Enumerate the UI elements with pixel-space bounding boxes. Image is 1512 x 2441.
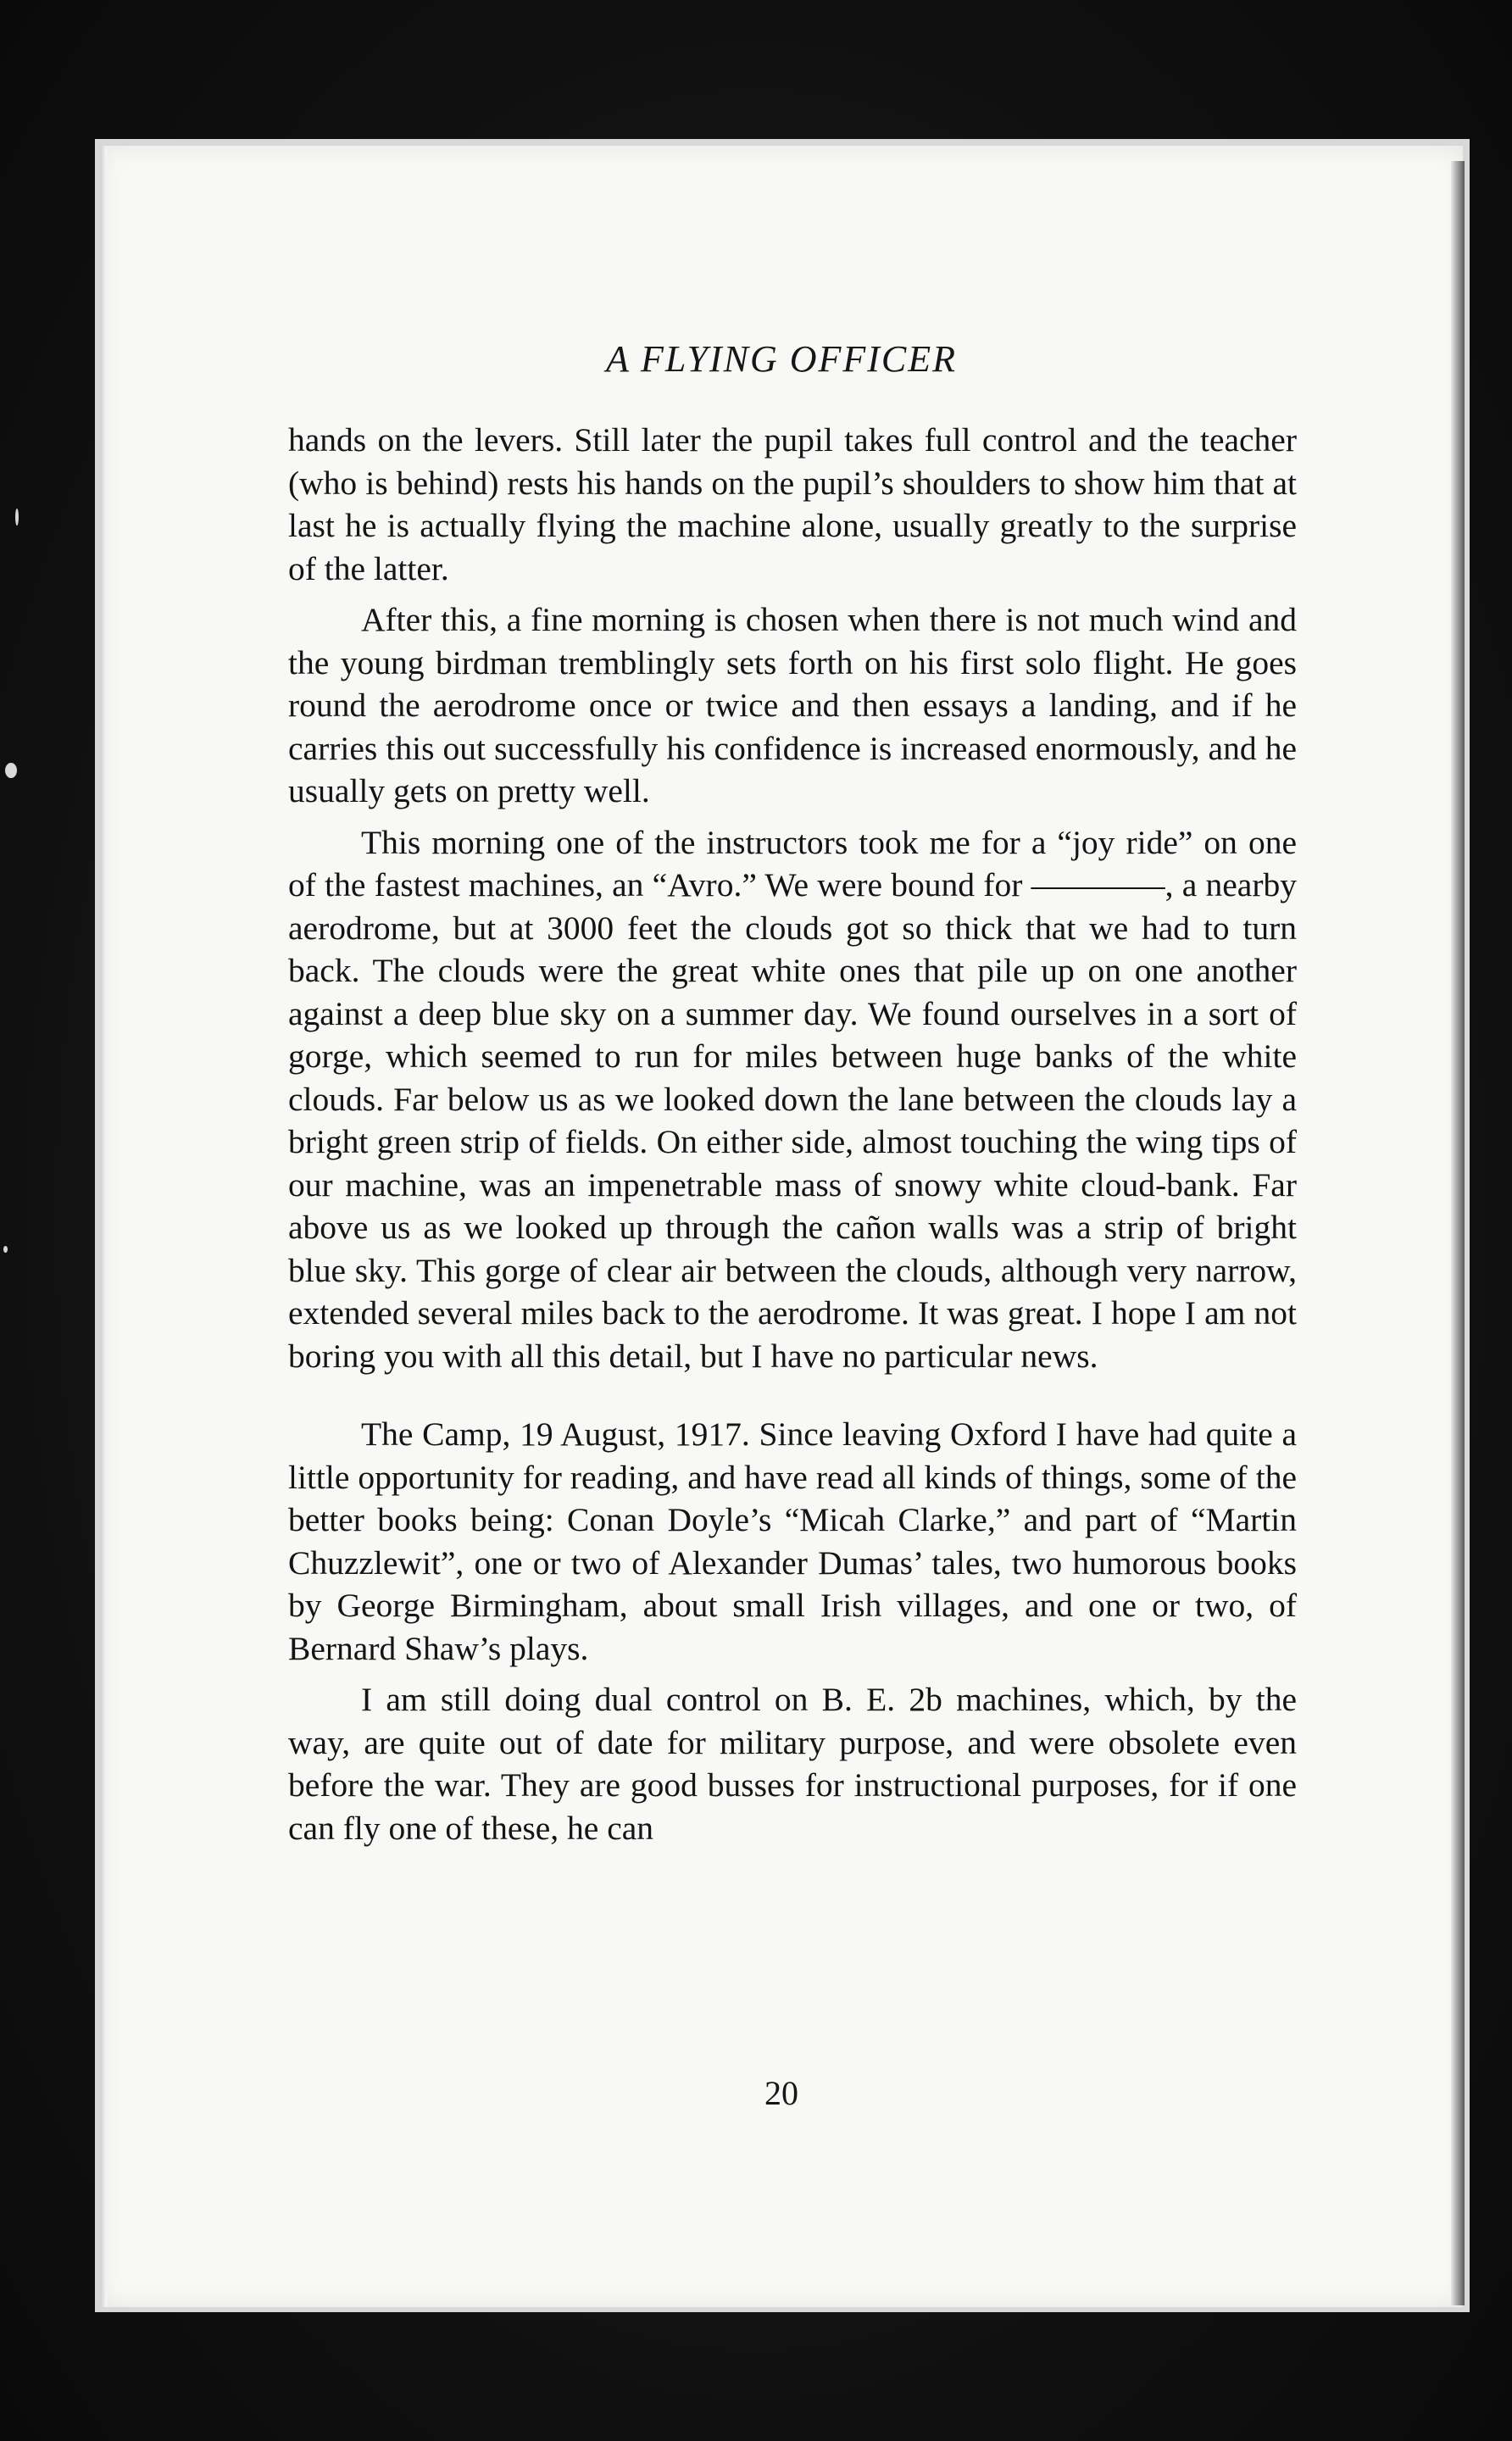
paragraph-4: The Camp, 19 August, 1917. Since leaving Oxford I have had quite a little opportunity for reading, and have read all kinds of things, some of the better books being: Conan Doyle’s “Micah Clarke,” and part of “Martin Chuzzlewit”, one or two of Alexander Dumas’ tales, two humorous books by George Birmingham, about small Irish villages, and one or two, of Bernard Shaw’s plays. — [288, 1415, 1297, 1667]
page-number: 20 — [764, 2074, 798, 2112]
page-edge-left — [100, 146, 107, 2307]
paragraph-5: I am still doing dual control on B. E. 2b machines, which, by the way, are quite out of date for military purpose, and were obsolete even before the war. They are good busses for instructional purposes, for if one can fly one of these, he can — [288, 1681, 1297, 1847]
page-edge-right — [1451, 161, 1465, 2305]
running-head: A FLYING OFFICER — [605, 338, 958, 380]
dust-speck — [3, 1246, 8, 1253]
dust-speck — [5, 763, 17, 778]
body-text — [288, 419, 1297, 1849]
paragraph-1: hands on the levers. Still later the pupil takes full control and the teacher (who is behind) rests his hands on the pupil’s shoulders to show him that at last he is actually flying the machine alone, usually greatly to the surprise of the latter. — [288, 421, 1297, 587]
paragraph-3: This morning one of the instructors took me for a “joy ride” on one of the fastest machines, an “Avro.” We were bound for ————, a nearby aerodrome, but at 3000 feet the clouds got so thick that we had to turn back. The clouds were the great white ones that pile up on one another against a deep blue sky on a summer day. We found ourselves in a sort of gorge, which seemed to run for miles between huge banks of the white clouds. Far below us as we looked down the lane between the clouds lay a bright green strip of fields. On either side, almost touching the wing tips of our machine, was an impenetrable mass of snowy white cloud-bank. Far above us as we looked up through the cañon walls was a strip of bright blue sky. This gorge of clear air between the clouds, although very narrow, extended several miles back to the aerodrome. It was great. I hope I am not boring you with all this detail, but I have no particular news. — [288, 823, 1297, 1375]
paragraph-2: After this, a fine morning is chosen when there is not much wind and the young birdman tremblingly sets forth on his first solo flight. He goes round the aerodrome once or twice and then essays a landing, and if he carries this out successfully his confidence is increased enormously, and he usually gets on pretty well. — [288, 601, 1297, 809]
dust-speck — [15, 509, 19, 525]
